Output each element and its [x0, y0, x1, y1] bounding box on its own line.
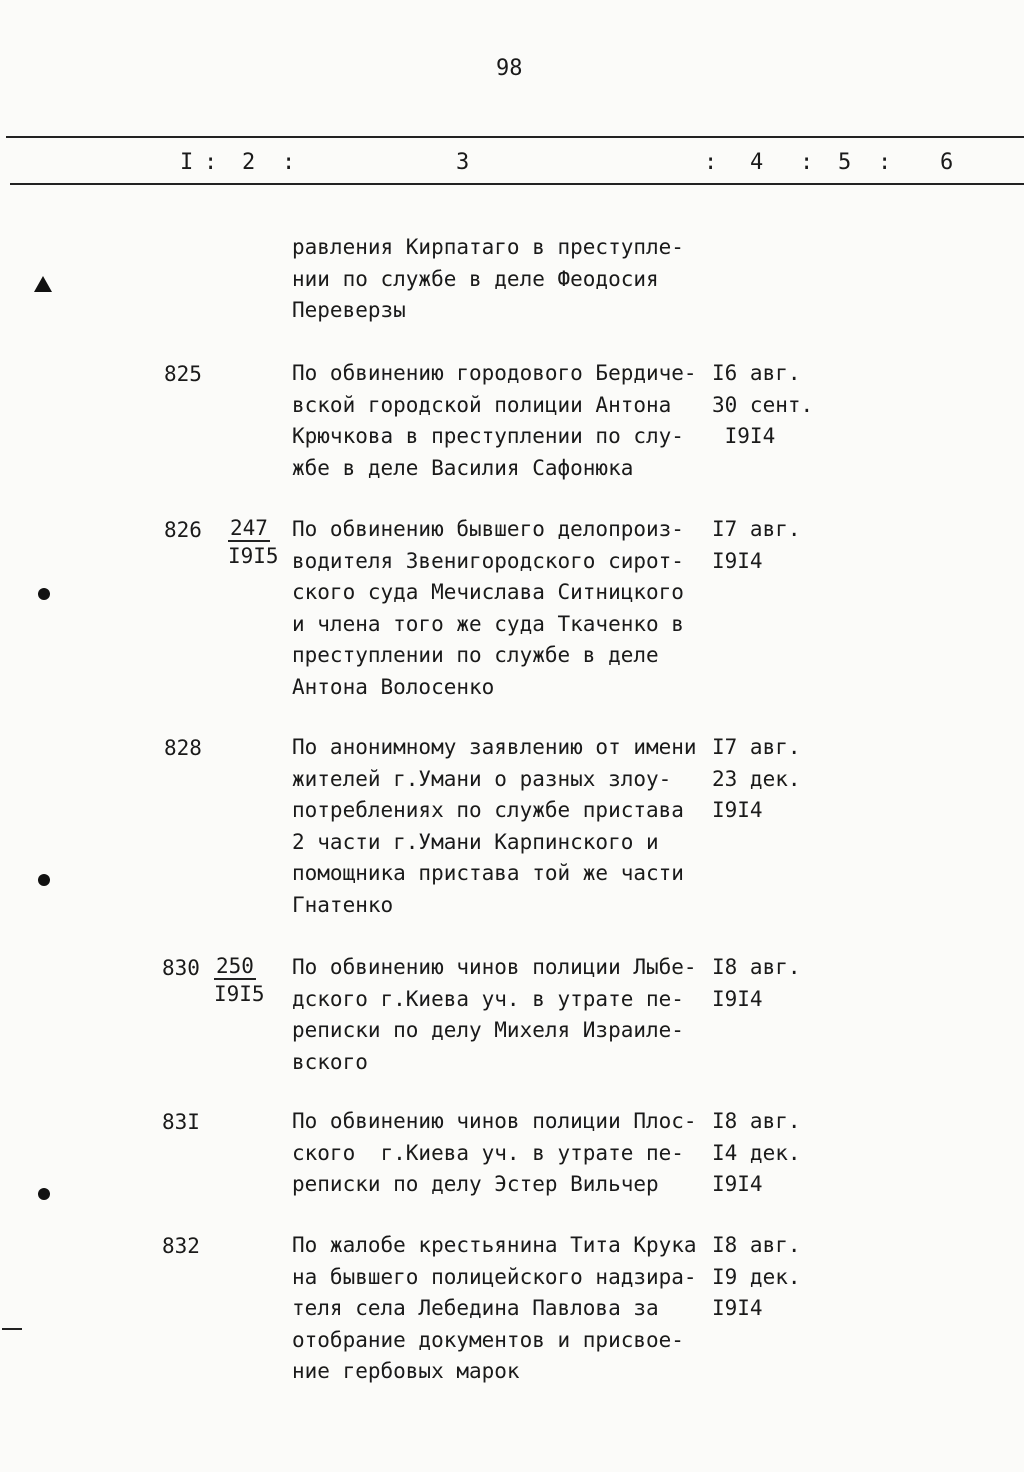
entry-description: По обвинению чинов полиции Плос- ского г.Киева уч. в утрате пе- реписки по делу Эстер Вильчер [292, 1109, 697, 1196]
binding-hole-mark [38, 1188, 50, 1200]
case-reference [214, 954, 265, 1006]
header-rule-top [6, 136, 1024, 138]
entry-description: По обвинению чинов полиции Лыбе- дского г.Киева уч. в утрате пе- реписки по делу Михеля Израиле- вского [292, 955, 697, 1074]
column-header-3: 3 [456, 150, 470, 175]
column-separator: : [704, 150, 718, 175]
header-rule-bottom [10, 183, 1024, 185]
entry-description: равления Кирпатаго в преступле- нии по службе в деле Феодосия Переверзы [292, 235, 684, 322]
entry-number: 825 [164, 362, 202, 386]
margin-dash-mark [2, 1328, 22, 1330]
entry-dates: I8 авг. I9 дек. I9I4 [712, 1233, 801, 1320]
binding-hole-mark [38, 588, 50, 600]
case-reference [228, 516, 279, 568]
entry-number: 832 [162, 1234, 200, 1258]
entry-dates: I7 авг. 23 дек. I9I4 [712, 735, 801, 822]
column-header-5: 5 [838, 150, 852, 175]
entry-description: По жалобе крестьянина Тита Крука на бывшего полицейского надзира- теля села Лебедина Павлова за отобрание документов и присвое- ние гербовых марок [292, 1233, 697, 1383]
entry-number: 826 [164, 518, 202, 542]
binding-hole-mark [38, 874, 50, 886]
column-header-4: 4 [750, 150, 764, 175]
column-header-2: 2 [242, 150, 256, 175]
binding-hole-mark [34, 276, 52, 292]
column-separator: : [878, 150, 892, 175]
case-reference-number: 247 [230, 516, 268, 540]
entry-description: По анонимному заявлению от имени жителей г.Умани о разных злоу- потреблениях по службе пристава 2 части г.Умани Карпинского и помощника пристава той же части Гнатенко [292, 735, 697, 917]
column-separator: : [800, 150, 814, 175]
entry-description: По обвинению бывшего делопроиз- водителя Звенигородского сирот- ского суда Мечислава Ситницкого и члена того же суда Ткаченко в преступлении по службе в деле Антона Волосенко [292, 517, 684, 699]
column-header-6: 6 [940, 150, 954, 175]
entry-dates: I8 авг. I4 дек. I9I4 [712, 1109, 801, 1196]
case-reference-year: I9I5 [228, 544, 279, 568]
case-reference-year: I9I5 [214, 982, 265, 1006]
column-header-1: I [180, 150, 194, 175]
entry-number: 828 [164, 736, 202, 760]
entry-number: 83I [162, 1110, 200, 1134]
entry-dates: I7 авг. I9I4 [712, 517, 801, 573]
page-number: 98 [496, 56, 523, 81]
column-separator: : [204, 150, 218, 175]
entry-dates: I6 авг. 30 сент. I9I4 [712, 361, 814, 448]
column-separator: : [282, 150, 296, 175]
case-reference-number: 250 [216, 954, 254, 978]
entry-description: По обвинению городового Бердиче- вской городской полиции Антона Крючкова в преступлении по слу- жбе в деле Василия Сафонюка [292, 361, 697, 480]
entry-dates: I8 авг. I9I4 [712, 955, 801, 1011]
entry-number: 830 [162, 956, 200, 980]
